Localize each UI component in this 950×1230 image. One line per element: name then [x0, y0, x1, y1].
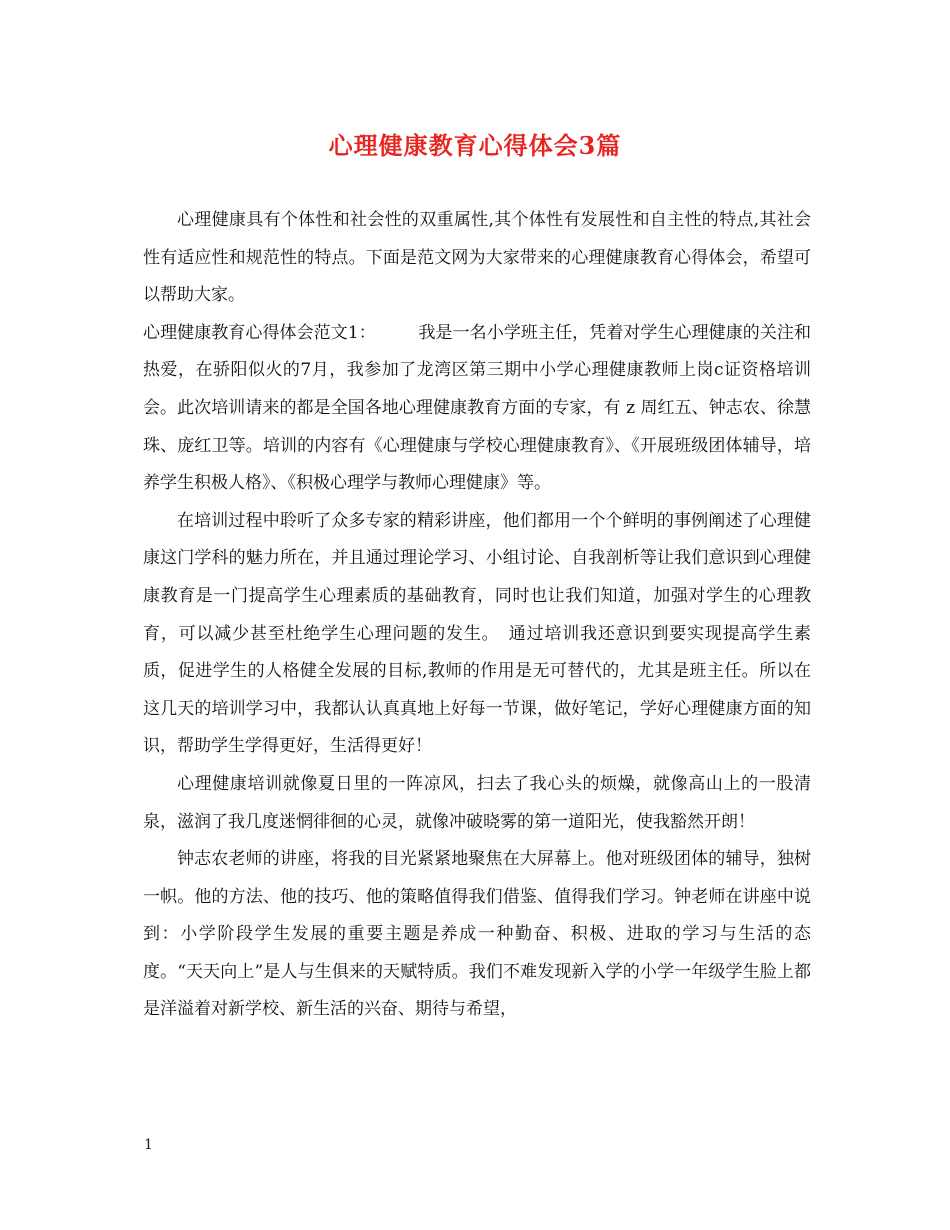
document-title: 心理健康教育心得体会3篇: [328, 131, 622, 160]
paragraph-intro: 心理健康具有个体性和社会性的双重属性,其个体性有发展性和自主性的特点,其社会性有适应性和规范性的特点。下面是范文网为大家带来的心理健康教育心得体会，希望可以帮助大家。: [143, 210, 811, 306]
paragraph-cool-breeze: 心理健康培训就像夏日里的一阵凉风，扫去了我心头的烦燥，就像高山上的一股清泉，滋润了我几度迷惘徘徊的心灵，就像冲破晓雾的第一道阳光，使我豁然开朗！: [143, 773, 811, 832]
document-body: [143, 202, 811, 1029]
paragraph-sample-1: 心理健康教育心得体会范文1： 我是一名小学班主任，凭着对学生心理健康的关注和热爱，在骄阳似火的7月，我参加了龙湾区第三期中小学心理健康教师上岗c证资格培训会。此次培训请来的都是全国各地心理健康教育方面的专家，有 z 周红五、钟志农、徐慧珠、庞红卫等。培训的内容有《心理健康与学校心理健康教育》、《开展班级团体辅导，培养学生积极人格》、《积极心理学与教师心理健康》等。: [143, 322, 811, 494]
page-number: 1: [144, 1137, 153, 1153]
paragraph-training-process: 在培训过程中聆听了众多专家的精彩讲座，他们都用一个个鲜明的事例阐述了心理健康这门学科的魅力所在，并且通过理论学习、小组讨论、自我剖析等让我们意识到心理健康教育是一门提高学生心理素质的基础教育，同时也让我们知道，加强对学生的心理教育，可以减少甚至杜绝学生心理问题的发生。 通过培训我还意识到要实现提高学生素质，促进学生的人格健全发展的目标,教师的作用是无可替代的，尤其是班主任。所以在这几天的培训学习中，我都认认真真地上好每一节课，做好笔记，学好心理健康方面的知识，帮助学生学得更好，生活得更好！: [143, 510, 811, 757]
paragraph-teacher-lecture: 钟志农老师的讲座，将我的目光紧紧地聚焦在大屏幕上。他对班级团体的辅导，独树一帜。他的方法、他的技巧、他的策略值得我们借鉴、值得我们学习。钟老师在讲座中说到：小学阶段学生发展的重要主题是养成一种勤奋、积极、进取的学习与生活的态度。“天天向上”是人与生俱来的天赋特质。我们不难发现新入学的小学一年级学生脸上都是洋溢着对新学校、新生活的兴奋、期待与希望，: [143, 849, 811, 1020]
